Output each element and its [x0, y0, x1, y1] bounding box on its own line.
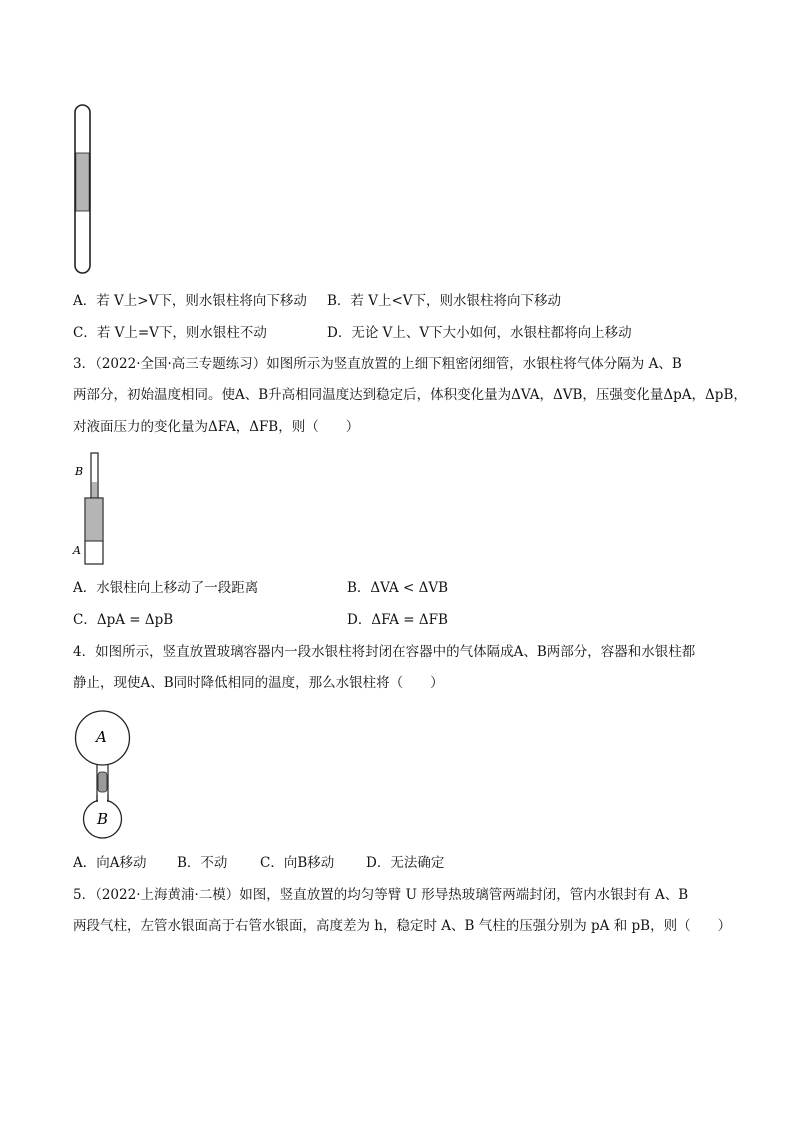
q2-option-c[interactable]: C．若 V上=V下，则水银柱不动 — [73, 325, 267, 341]
q5-stem-line-1: 5．（2022·上海黄浦·二模）如图，竖直放置的均匀等臂 U 形导热玻璃管两端封闭，管内水银封有 A、B — [73, 887, 689, 903]
q3-stem-line-3: 对液面压力的变化量为ΔFA，ΔFB，则（ ） — [73, 419, 360, 435]
q4-option-c[interactable]: C．向B移动 — [260, 855, 335, 871]
tube-figure-q2 — [70, 100, 100, 280]
q4-option-a[interactable]: A．向A移动 — [73, 855, 147, 871]
bulbs-figure-q4 — [70, 707, 136, 847]
q3-stem-line-1: 3．（2022·全国·高三专题练习）如图所示为竖直放置的上细下粗密闭细管，水银柱将气体分隔为 A、B — [73, 356, 682, 372]
label-b: B — [97, 810, 109, 828]
q5-stem-line-2: 两段气柱，左管水银面高于右管水银面，高度差为 h，稳定时 A、B 气柱的压强分别为 pA 和 pB，则（ ） — [73, 918, 732, 934]
q4-stem-line-2: 静止，现使A、B同时降低相同的温度，那么水银柱将（ ） — [73, 675, 444, 691]
q4-option-d[interactable]: D．无法确定 — [366, 855, 445, 871]
q3-option-c[interactable]: C．ΔpA = ΔpB — [73, 612, 174, 628]
label-a: A — [96, 728, 107, 746]
label-a: A — [73, 544, 81, 557]
label-b: B — [75, 465, 84, 478]
q4-stem-line-1: 4．如图所示，竖直放置玻璃容器内一段水银柱将封闭在容器中的气体隔成A、B两部分，容器和水银柱都 — [73, 644, 696, 660]
narrow-wide-tube-figure-q3 — [70, 448, 110, 570]
q3-option-b[interactable]: B．ΔVA < ΔVB — [347, 580, 449, 596]
q4-option-b[interactable]: B．不动 — [177, 855, 228, 871]
q3-option-d[interactable]: D．ΔFA = ΔFB — [347, 612, 448, 628]
mercury-column — [76, 153, 89, 211]
q2-option-a[interactable]: A．若 V上>V下，则水银柱将向下移动 — [73, 293, 307, 309]
q2-option-b[interactable]: B．若 V上<V下，则水银柱将向下移动 — [327, 293, 562, 309]
q3-stem-line-2: 两部分，初始温度相同。使A、B升高相同温度达到稳定后，体积变化量为ΔVA，ΔVB，压强变化量ΔpA，ΔpB， — [73, 387, 747, 403]
q2-option-d[interactable]: D．无论 V上、V下大小如何，水银柱都将向上移动 — [327, 325, 632, 341]
q3-option-a[interactable]: A．水银柱向上移动了一段距离 — [73, 580, 259, 596]
